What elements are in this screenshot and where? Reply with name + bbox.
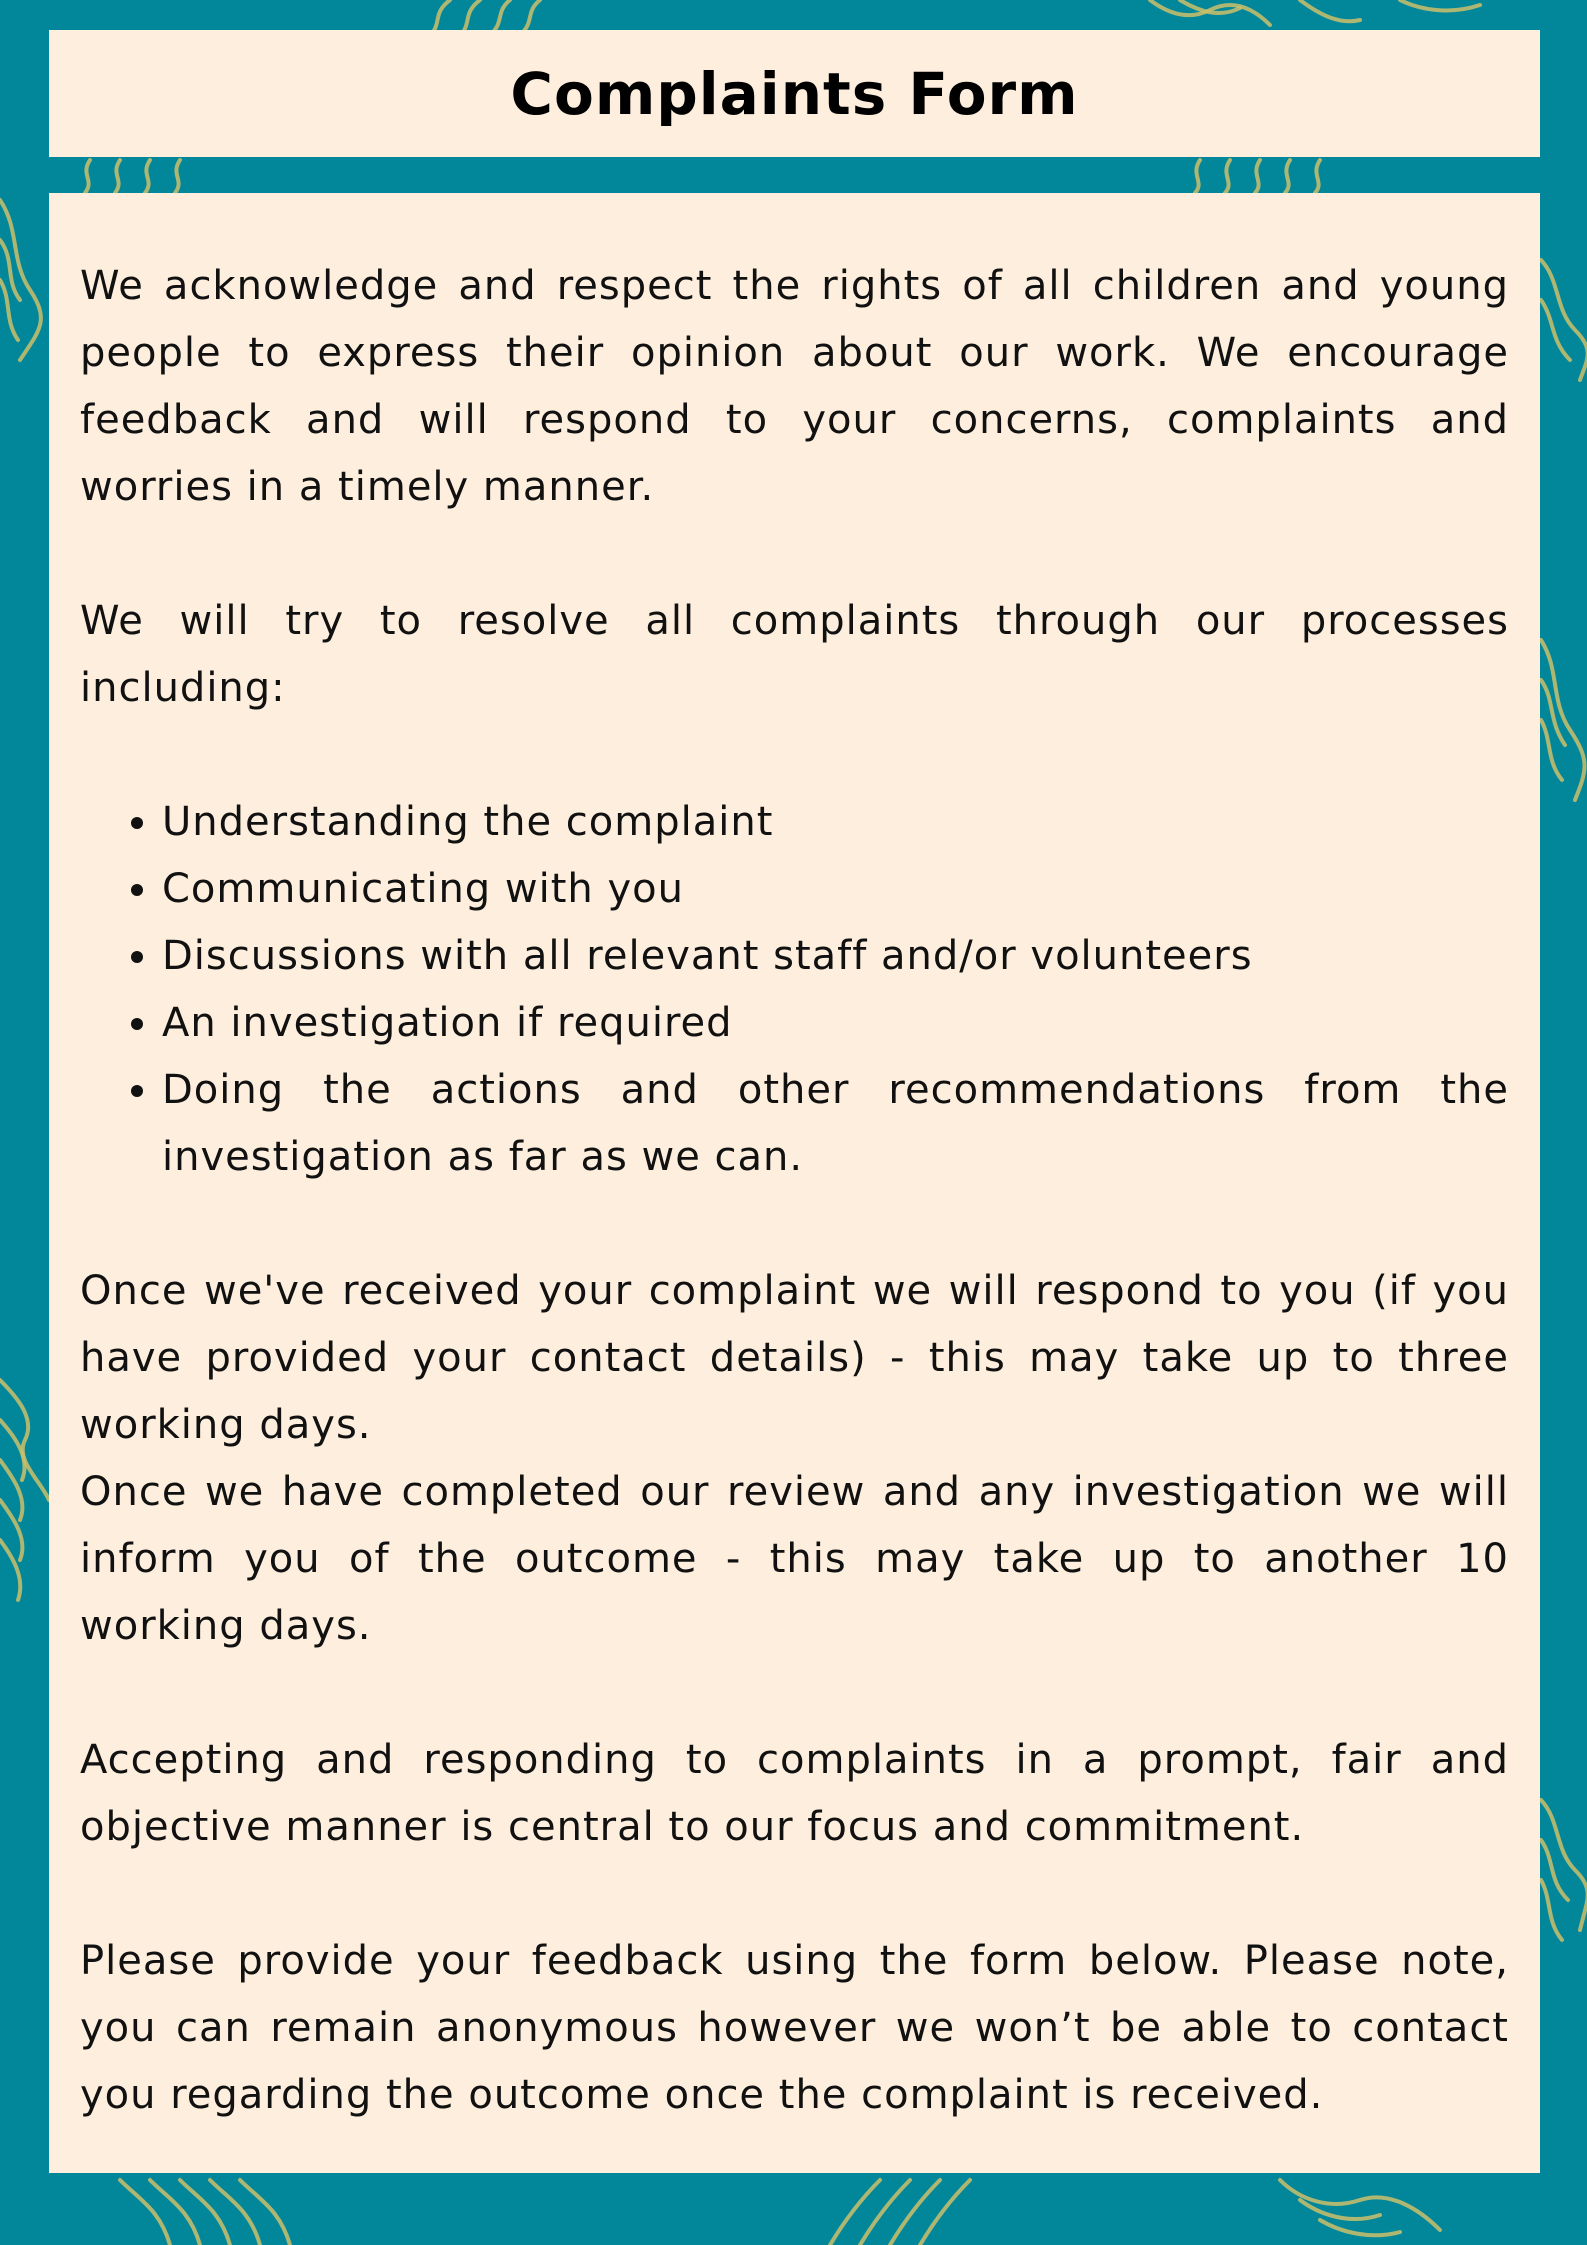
paragraph-spacer [80, 1191, 1509, 1258]
process-intro-paragraph: We will try to resolve all complaints through our processes including: [80, 598, 1509, 711]
paragraph-spacer [80, 1861, 1509, 1928]
list-item: • An investigation if required [162, 990, 1509, 1057]
paragraph-spacer [80, 1660, 1509, 1727]
response-time-paragraph: Once we've received your complaint we will respond to you (if you have provided your contact details) - this may take up to three working days. [80, 1268, 1509, 1448]
list-item: • Discussions with all relevant staff and/or volunteers [162, 923, 1509, 990]
intro-paragraph: We acknowledge and respect the rights of all children and young people to express their opinion about our work. We encourage feedback and will respond to your concerns, complaints and worries in a timely manner. [80, 263, 1509, 510]
list-item: • Understanding the complaint [162, 789, 1509, 856]
page-title: Complaints Form [510, 59, 1079, 128]
content-panel [49, 193, 1540, 2173]
list-item: • Doing the actions and other recommendations from the investigation as far as we can. [162, 1057, 1509, 1191]
title-banner [49, 30, 1540, 157]
instructions-paragraph: Please provide your feedback using the form below. Please note, you can remain anonymous however we won’t be able to contact you regarding the outcome once the complaint is received. [80, 1938, 1509, 2118]
paragraph-spacer [80, 521, 1509, 588]
process-steps-list [80, 789, 1509, 1191]
outcome-time-paragraph: Once we have completed our review and any investigation we will inform you of the outcome - this may take up to another 10 working days. [80, 1469, 1509, 1649]
list-item: • Communicating with you [162, 856, 1509, 923]
commitment-paragraph: Accepting and responding to complaints in a prompt, fair and objective manner is central to our focus and commitment. [80, 1737, 1509, 1850]
paragraph-spacer [80, 722, 1509, 789]
